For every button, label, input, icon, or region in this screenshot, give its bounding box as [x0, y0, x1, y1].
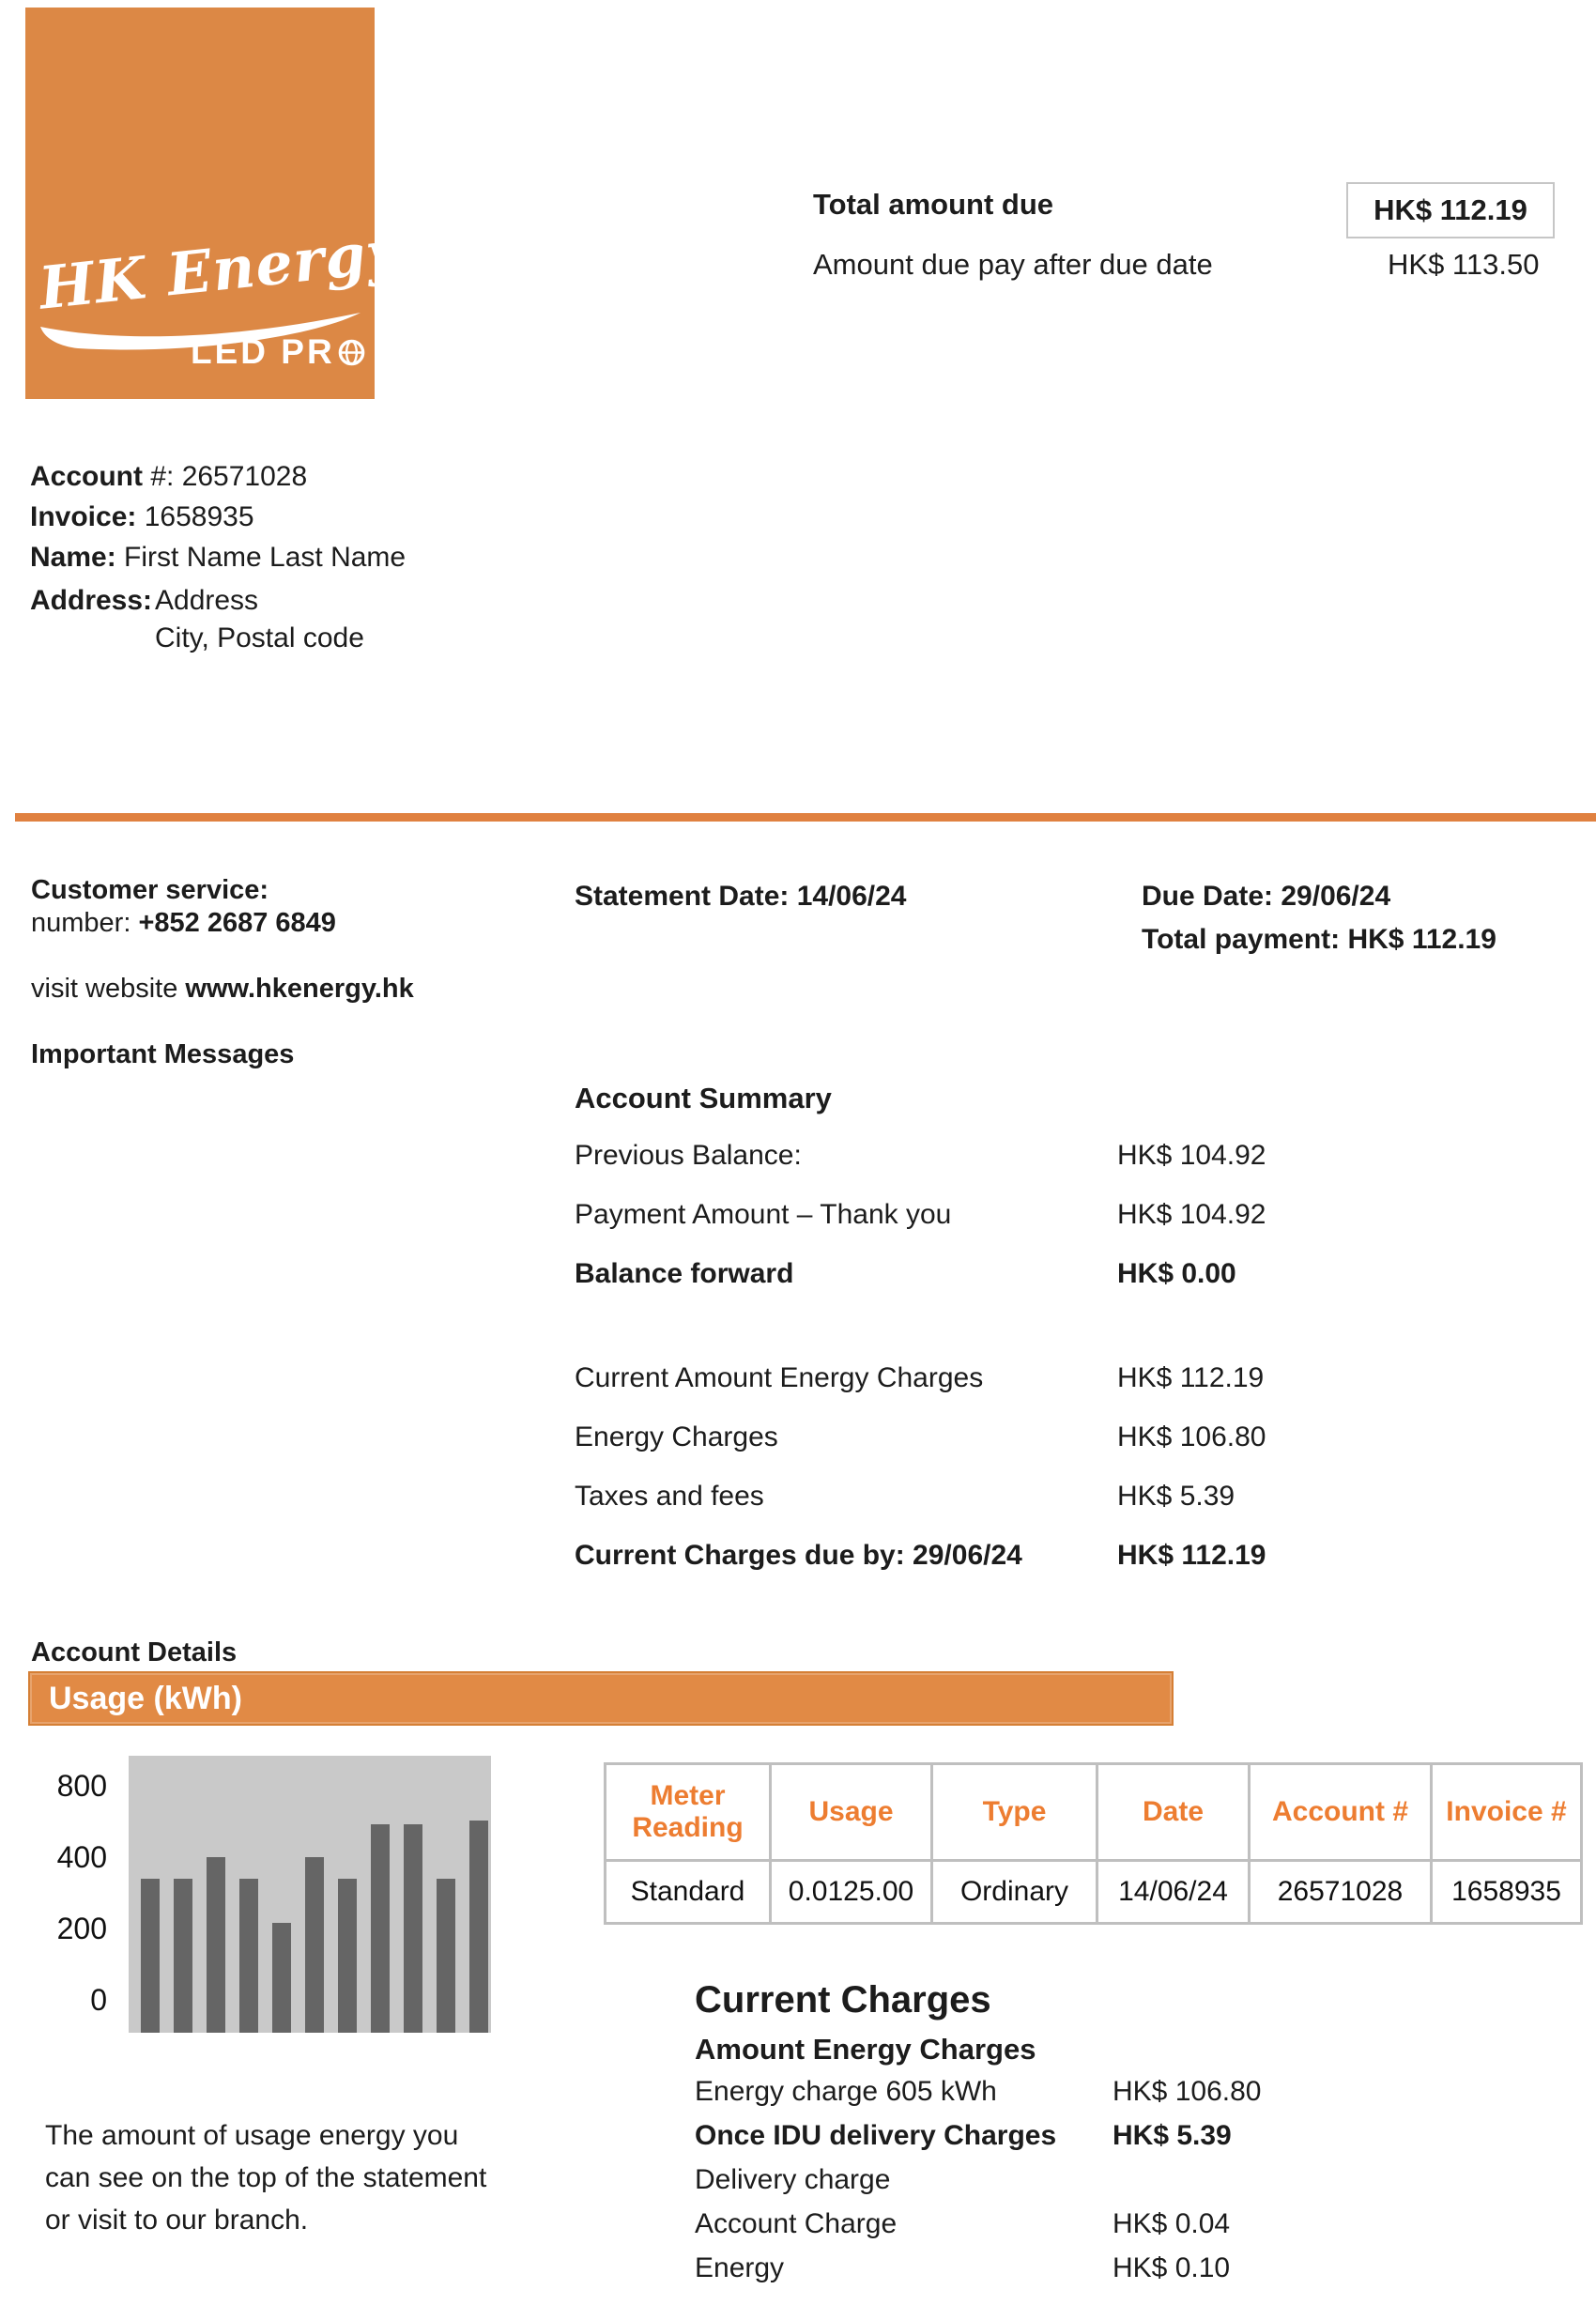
current-charges-subtitle: Amount Energy Charges — [695, 2033, 1036, 2066]
usage-bar — [305, 1857, 324, 2033]
table-cell: 26571028 — [1250, 1861, 1432, 1924]
account-info-block — [30, 456, 406, 577]
table-header-cell: Account # — [1250, 1764, 1432, 1861]
table-header-cell: Invoice # — [1432, 1764, 1582, 1861]
row-label: Once IDU delivery Charges — [695, 2120, 1057, 2151]
text-line: City, Postal code — [155, 622, 364, 653]
y-axis-tick-label: 800 — [56, 1769, 107, 1803]
total-amount-due-value: HK$ 112.19 — [1373, 193, 1527, 226]
y-axis-tick-label: 0 — [90, 1983, 107, 2017]
charge-row — [575, 1481, 1326, 1540]
table-header-cell: Usage — [771, 1764, 932, 1861]
row-value: HK$ 5.39 — [1113, 2120, 1232, 2151]
text-line: Statement Date: 14/06/24 — [575, 881, 907, 912]
text-line — [31, 940, 557, 973]
usage-bar — [207, 1857, 225, 2033]
usage-bar — [437, 1879, 455, 2033]
charge-row — [575, 1199, 1326, 1258]
text-line — [31, 1006, 557, 1038]
row-value: HK$ 0.00 — [1117, 1258, 1236, 1289]
usage-bar — [174, 1879, 192, 2033]
usage-bar — [338, 1879, 357, 2033]
current-charges-section — [695, 1979, 1296, 2297]
text-line: Customer service: — [31, 875, 269, 905]
table-header-cell: Meter Reading — [606, 1764, 771, 1861]
charge-row — [575, 1258, 1326, 1317]
total-amount-due-label: Total amount due — [813, 188, 1054, 221]
charge-row — [695, 2208, 1296, 2252]
amount-after-due-value: HK$ 113.50 — [1388, 248, 1540, 281]
address-block — [30, 582, 364, 657]
brand-name: HK Energy — [36, 216, 405, 323]
address-label: Address: — [30, 585, 153, 616]
y-axis-tick-label: 200 — [56, 1912, 107, 1945]
total-amount-due-box — [1346, 182, 1555, 238]
amount-after-due-label: Amount due pay after due date — [813, 248, 1213, 281]
charge-row — [575, 1362, 1326, 1421]
row-value: HK$ 112.19 — [1117, 1362, 1265, 1393]
table-cell: Standard — [606, 1861, 771, 1924]
table-header-cell: Date — [1097, 1764, 1250, 1861]
row-value: HK$ 104.92 — [1117, 1140, 1266, 1171]
text-line: Address — [155, 585, 259, 616]
text-line: visit website www.hkenergy.hk — [31, 974, 414, 1004]
brand-tagline — [191, 332, 366, 372]
text-line: Important Messages — [31, 1039, 295, 1069]
brand-tagline-text: LED PR — [191, 332, 335, 371]
address-lines — [155, 582, 364, 657]
statement-info-section — [575, 875, 1128, 918]
charge-row — [575, 1421, 1326, 1481]
row-value: HK$ 106.80 — [1113, 2076, 1262, 2107]
charge-row — [695, 2252, 1296, 2297]
text-line: Total payment: HK$ 112.19 — [1142, 924, 1496, 955]
row-value: HK$ 5.39 — [1117, 1481, 1235, 1512]
meter-table — [604, 1762, 1583, 1925]
charge-row — [575, 1140, 1326, 1199]
row-value: HK$ 0.10 — [1113, 2252, 1231, 2283]
row-value: HK$ 106.80 — [1117, 1421, 1266, 1452]
y-axis-tick-label: 400 — [56, 1840, 107, 1874]
table-cell: 14/06/24 — [1097, 1861, 1250, 1924]
current-charges-rows — [695, 2076, 1296, 2297]
charge-row — [695, 2120, 1296, 2164]
globe-icon — [337, 338, 366, 367]
account-summary-title: Account Summary — [575, 1082, 832, 1114]
table-cell: 1658935 — [1432, 1861, 1582, 1924]
text-line: number: +852 2687 6849 — [31, 908, 336, 938]
usage-bar — [371, 1824, 390, 2033]
charge-row — [695, 2164, 1296, 2208]
row-label: Energy Charges — [575, 1421, 778, 1452]
charge-row — [695, 2076, 1296, 2120]
text-line: The amount of usage energy you — [45, 2120, 459, 2151]
row-value: HK$ 112.19 — [1117, 1540, 1266, 1571]
row-label: Energy charge 605 kWh — [695, 2076, 997, 2107]
charge-row — [575, 1540, 1326, 1599]
row-label: Current Amount Energy Charges — [575, 1362, 984, 1393]
text-line: Name: First Name Last Name — [30, 542, 407, 573]
usage-banner-label: Usage (kWh) — [49, 1680, 242, 1716]
due-info-section — [1142, 875, 1583, 961]
row-label: Current Charges due by: 29/06/24 — [575, 1540, 1022, 1571]
text-line: or visit to our branch. — [45, 2205, 309, 2236]
usage-bar-chart — [129, 1756, 491, 2033]
text-line: can see on the top of the statement — [45, 2162, 487, 2193]
row-label: Balance forward — [575, 1258, 794, 1289]
current-charges-title: Current Charges — [695, 1979, 991, 2021]
table-row — [606, 1861, 1582, 1924]
divider-rule — [15, 813, 1596, 822]
row-label: Taxes and fees — [575, 1481, 764, 1512]
table-header-cell: Type — [932, 1764, 1097, 1861]
text-line: Due Date: 29/06/24 — [1142, 881, 1391, 912]
row-value: HK$ 0.04 — [1113, 2208, 1231, 2239]
text-line: Account #: 26571028 — [30, 461, 308, 492]
usage-banner — [28, 1671, 1174, 1726]
usage-bar — [141, 1879, 160, 2033]
row-label: Account Charge — [695, 2208, 898, 2239]
usage-note — [45, 2114, 627, 2241]
usage-bar — [239, 1879, 258, 2033]
table-cell: Ordinary — [932, 1861, 1097, 1924]
usage-bar — [272, 1923, 291, 2033]
account-details-heading: Account Details — [31, 1637, 238, 1667]
row-value: HK$ 104.92 — [1117, 1199, 1266, 1230]
usage-bar — [404, 1824, 422, 2033]
row-label: Energy — [695, 2252, 785, 2283]
customer-service-section — [31, 874, 557, 1071]
company-logo — [25, 8, 405, 399]
table-cell: 0.0125.00 — [771, 1861, 932, 1924]
row-label: Payment Amount – Thank you — [575, 1199, 952, 1230]
text-line: Invoice: 1658935 — [30, 501, 254, 532]
account-summary-rows — [575, 1140, 1326, 1599]
usage-bar — [469, 1821, 488, 2033]
row-label: Previous Balance: — [575, 1140, 802, 1171]
row-label: Delivery charge — [695, 2164, 891, 2195]
